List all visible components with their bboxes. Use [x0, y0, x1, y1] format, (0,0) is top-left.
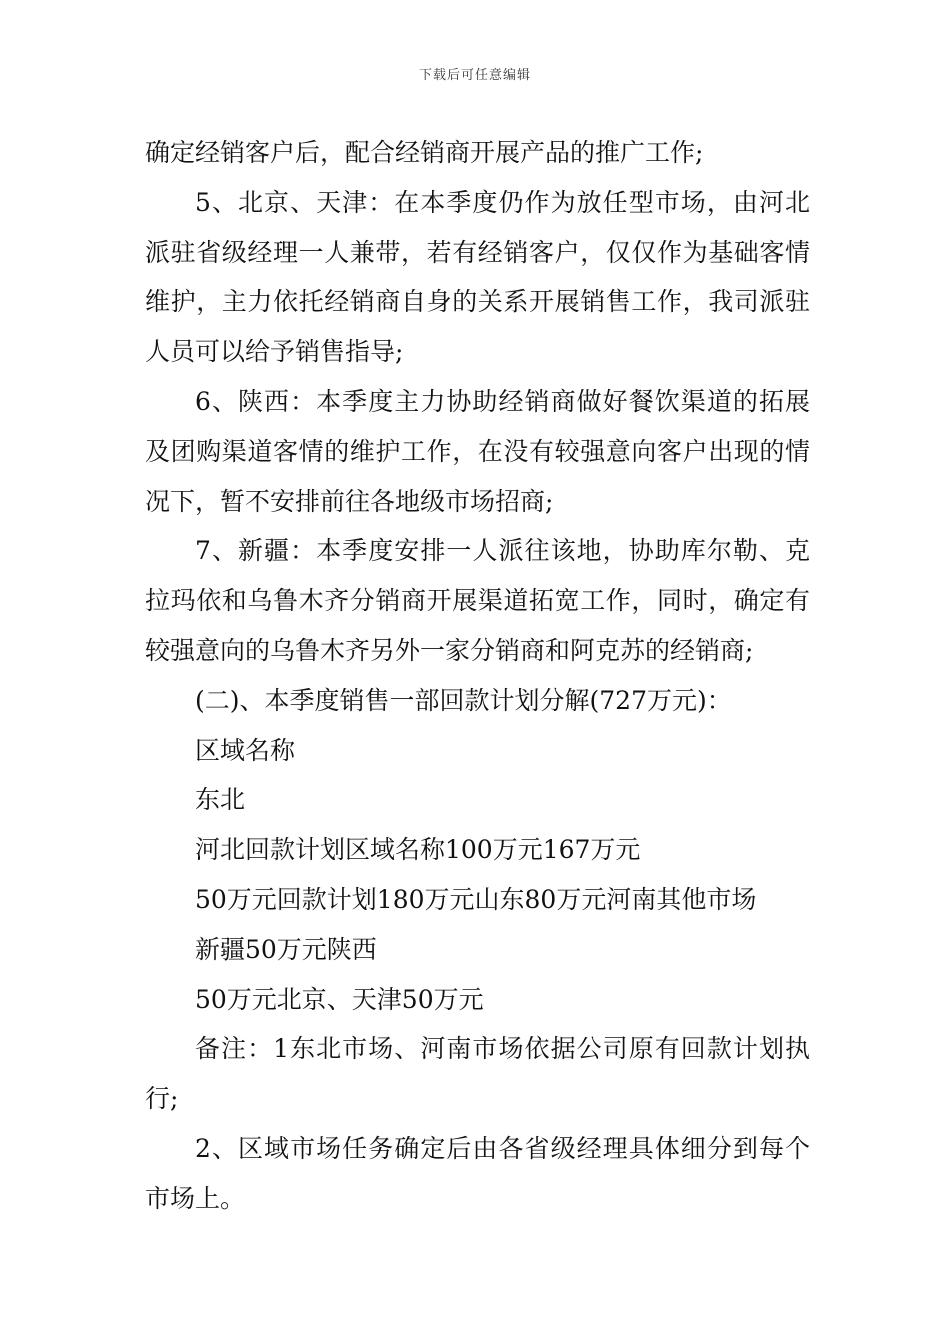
table-text-line: 新疆50万元陕西 — [195, 934, 377, 964]
paragraph-continuation: 确定经销客户后，配合经销商开展产品的推广工作; — [145, 138, 704, 167]
paragraph-note-2: 2、区域市场任务确定后由各省级经理具体细分到每个市场上。 — [145, 1133, 810, 1213]
paragraph-note: 备注：1东北市场、河南市场依据公司原有回款计划执行; — [145, 1034, 810, 1114]
document-body — [145, 128, 810, 1224]
table-text-line: 河北回款计划区域名称100万元167万元 — [195, 835, 641, 865]
table-text-line: 50万元北京、天津50万元 — [195, 984, 484, 1014]
paragraph-xinjiang: 7、新疆：本季度安排一人派往该地，协助库尔勒、克拉玛依和乌鲁木齐分销商开展渠道拓宽工作，同时，确定有较强意向的乌鲁木齐另外一家分销商和阿克苏的经销商; — [145, 536, 810, 665]
paragraph-beijing-tianjin: 5、北京、天津：在本季度仍作为放任型市场，由河北派驻省级经理一人兼带，若有经销客户，仅仅作为基础客情维护，主力依托经销商自身的关系开展销售工作，我司派驻人员可以给予销售指导; — [145, 187, 810, 367]
section-heading-payment-plan: (二)、本季度销售一部回款计划分解(727万元)： — [195, 685, 732, 715]
table-text-line: 区域名称 — [195, 735, 296, 765]
page-header: 下载后可任意编辑 — [418, 68, 531, 83]
table-text-line: 东北 — [195, 785, 246, 815]
paragraph-shaanxi: 6、陕西：本季度主力协助经销商做好餐饮渠道的拓展及团购渠道客情的维护工作，在没有较强意向客户出现的情况下，暂不安排前往各地级市场招商; — [145, 386, 810, 516]
table-text-line: 50万元回款计划180万元山东80万元河南其他市场 — [195, 884, 757, 914]
